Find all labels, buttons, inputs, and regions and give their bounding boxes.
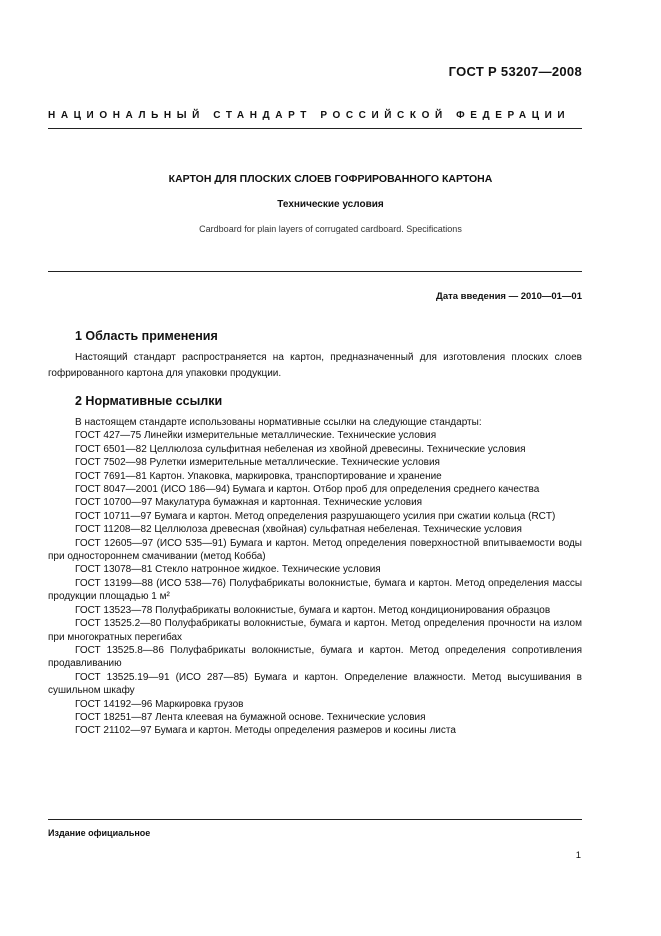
english-title: Cardboard for plain layers of corrugated cardboard. Specifications — [199, 224, 462, 234]
header-divider — [48, 128, 582, 129]
reference-item: ГОСТ 18251—87 Лента клеевая на бумажной основе. Технические условия — [75, 711, 426, 723]
national-standard-banner: НАЦИОНАЛЬНЫЙ СТАНДАРТ РОССИЙСКОЙ ФЕДЕРАЦИИ — [48, 110, 571, 121]
reference-item: ГОСТ 13525.2—80 Полуфабрикаты волокнистые, бумага и картон. Метод определения прочности на излом при многократных перегибах — [48, 618, 582, 643]
reference-item: ГОСТ 7691—81 Картон. Упаковка, маркировка, транспортирование и хранение — [75, 470, 442, 482]
normative-references — [48, 416, 582, 738]
reference-item: ГОСТ 11208—82 Целлюлоза древесная (хвойная) сульфатная небеленая. Технические условия — [75, 524, 522, 536]
section-2-heading: 2 Нормативные ссылки — [75, 394, 223, 408]
document-subtitle: Технические условия — [277, 199, 384, 210]
page-number: 1 — [575, 850, 581, 861]
reference-item: ГОСТ 13525.8—86 Полуфабрикаты волокнистые, бумага и картон. Метод определения сопротивления продавливанию — [48, 644, 582, 670]
official-edition-label: Издание официальное — [48, 828, 151, 838]
reference-item: ГОСТ 427—75 Линейки измерительные металлические. Технические условия — [75, 430, 437, 442]
references-intro: В настоящем стандарте использованы нормативные ссылки на следующие стандарты: — [75, 417, 482, 428]
reference-item: ГОСТ 13523—78 Полуфабрикаты волокнистые, бумага и картон. Метод кондиционирования образцов — [75, 604, 551, 616]
title-divider — [48, 271, 582, 272]
section-1-text: Настоящий стандарт распространяется на картон, предназначенный для изготовления плоских слоев гофрированного картона для упаковки продукции. — [48, 352, 582, 379]
reference-item: ГОСТ 13078—81 Стекло натронное жидкое. Технические условия — [75, 564, 381, 576]
reference-item: ГОСТ 10711—97 Бумага и картон. Метод определения разрушающего усилия при сжатии кольца (RCT) — [75, 510, 556, 522]
reference-item: ГОСТ 13525.19—91 (ИСО 287—85) Бумага и картон. Определение влажности. Метод высушивания в сушильном шкафу — [48, 671, 582, 697]
section-1-heading: 1 Область применения — [75, 329, 218, 343]
document-title: КАРТОН ДЛЯ ПЛОСКИХ СЛОЕВ ГОФРИРОВАННОГО КАРТОНА — [168, 173, 493, 185]
reference-item: ГОСТ 7502—98 Рулетки измерительные металлические. Технические условия — [75, 457, 440, 469]
reference-item: ГОСТ 6501—82 Целлюлоза сульфитная небеленая из хвойной древесины. Технические условия — [75, 443, 526, 455]
reference-item: ГОСТ 8047—2001 (ИСО 186—94) Бумага и картон. Отбор проб для определения среднего качества — [75, 484, 540, 496]
footer-divider — [48, 819, 582, 820]
reference-item: ГОСТ 10700—97 Макулатура бумажная и картонная. Технические условия — [75, 497, 423, 509]
reference-item: ГОСТ 13199—88 (ИСО 538—76) Полуфабрикаты волокнистые, бумага и картон. Метод определения массы продукции площадью 1 м² — [48, 577, 582, 603]
reference-item: ГОСТ 12605—97 (ИСО 535—91) Бумага и картон. Метод определения поверхностной впитываемости воды при одностороннем смачивании (метод Кобба) — [48, 537, 582, 563]
introduction-date: Дата введения — 2010—01—01 — [436, 291, 582, 302]
reference-item: ГОСТ 21102—97 Бумага и картон. Методы определения размеров и косины листа — [75, 725, 456, 737]
reference-item: ГОСТ 14192—96 Маркировка грузов — [75, 698, 244, 710]
standard-number: ГОСТ Р 53207—2008 — [448, 64, 582, 79]
